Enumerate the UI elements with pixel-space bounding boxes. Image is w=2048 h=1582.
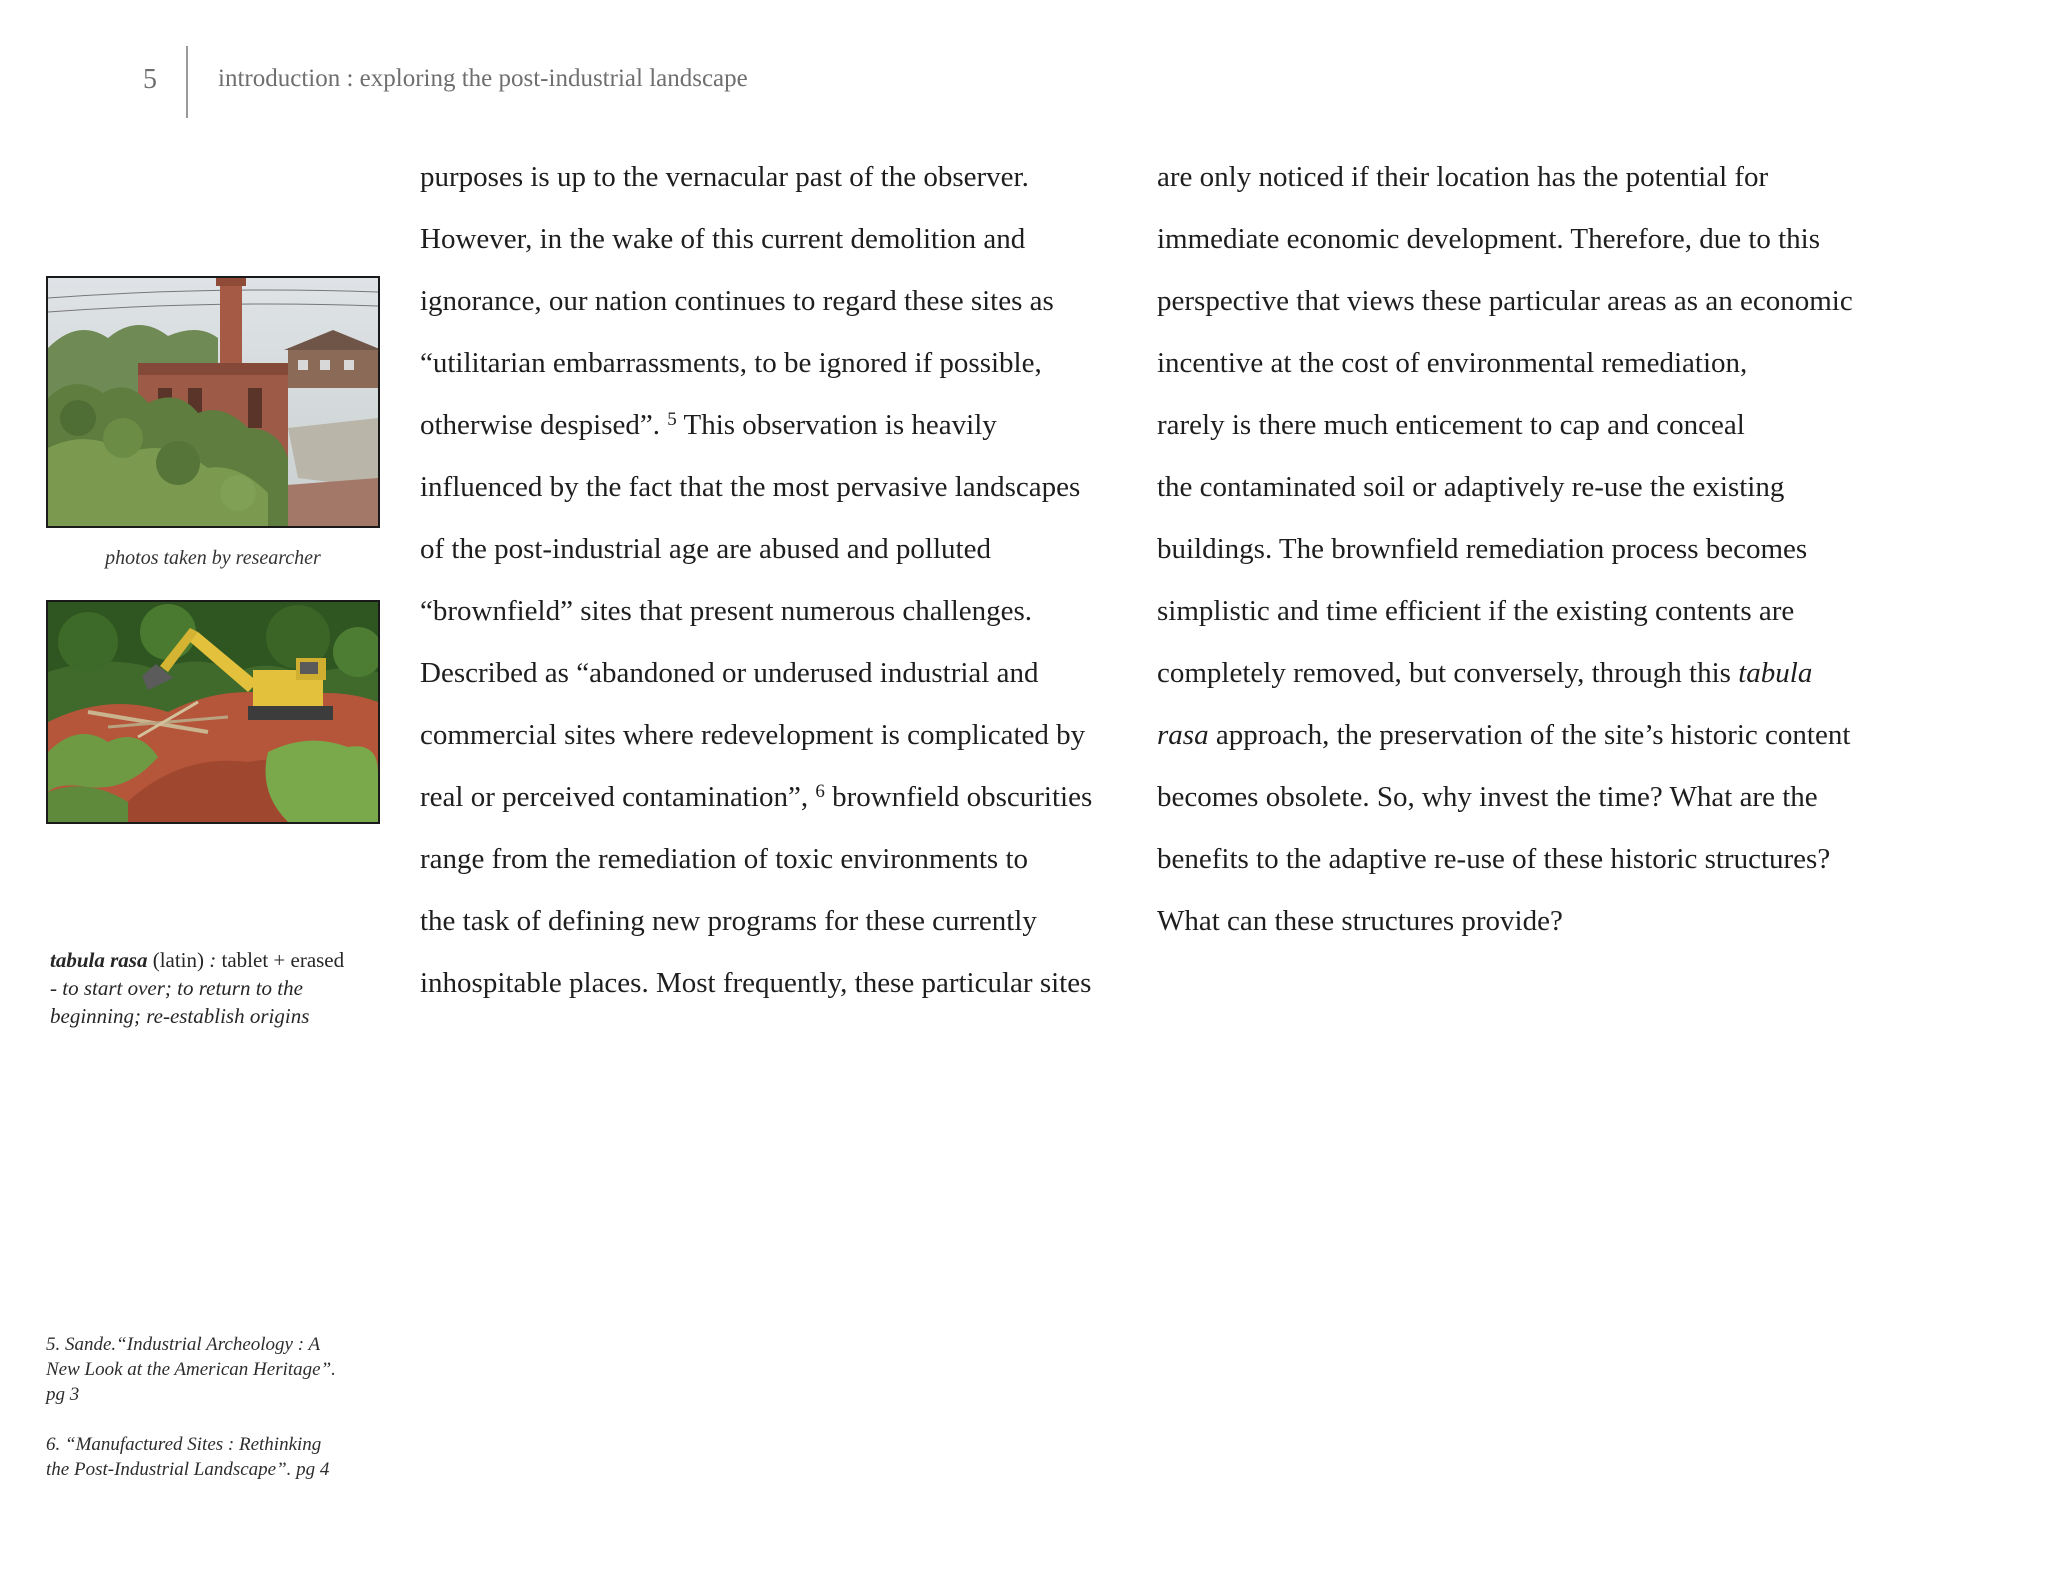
footnote-ref-6: 6 [815, 781, 825, 802]
body-line: commercial sites where redevelopment is complicated by [420, 719, 1086, 751]
definition-term: tabula rasa [50, 948, 148, 972]
body-line: Described as “abandoned or underused industrial and [420, 657, 1039, 689]
body-line-italic: tabula [1738, 657, 1813, 689]
definition-literal: tablet + erased [221, 948, 345, 972]
body-line: perspective that views these particular areas as an economic [1157, 285, 1853, 317]
body-line: becomes obsolete. So, why invest the time? What are the [1157, 781, 1818, 813]
body-line-text: This observation is heavily [676, 409, 997, 441]
footnote-6 [46, 1432, 376, 1482]
body-line: range from the remediation of toxic environments to [420, 843, 1029, 875]
footnote-6-line1: 6. “Manufactured Sites : Rethinking [46, 1434, 322, 1455]
body-line-text: brownfield obscurities [824, 781, 1093, 813]
body-line: ignorance, our nation continues to regard these sites as [420, 285, 1054, 317]
body-text-left-column [420, 146, 1092, 1014]
body-line [1157, 642, 1853, 704]
body-line [420, 766, 1092, 828]
body-line: simplistic and time efficient if the existing contents are [1157, 595, 1795, 627]
body-line: the contaminated soil or adaptively re-use the existing [1157, 471, 1785, 503]
tabula-rasa-definition [50, 946, 390, 1030]
excavator-site-photo [46, 600, 380, 824]
footnote-6-line2: the Post-Industrial Landscape”. pg 4 [46, 1459, 330, 1480]
body-line: rarely is there much enticement to cap and conceal [1157, 409, 1745, 441]
body-line-text: completely removed, but conversely, through this [1157, 657, 1739, 689]
page-header-title: introduction : exploring the post-industrial landscape [218, 65, 748, 92]
body-line [420, 394, 1092, 456]
definition-meaning-line1: - to start over; to return to the [50, 976, 303, 1000]
body-line: of the post-industrial age are abused and polluted [420, 533, 991, 565]
page-number: 5 [143, 64, 157, 95]
footnote-5-line1: 5. Sande.“Industrial Archeology : A [46, 1334, 321, 1355]
body-line: However, in the wake of this current demolition and [420, 223, 1026, 255]
body-line: are only noticed if their location has the potential for [1157, 161, 1769, 193]
body-line: buildings. The brownfield remediation process becomes [1157, 533, 1808, 565]
footnote-5 [46, 1332, 376, 1407]
body-line: “brownfield” sites that present numerous challenges. [420, 595, 1033, 627]
body-line: inhospitable places. Most frequently, these particular sites [420, 967, 1092, 999]
footnote-5-line2: New Look at the American Heritage”. [46, 1359, 336, 1380]
body-line-italic: rasa [1157, 719, 1209, 751]
body-line: incentive at the cost of environmental remediation, [1157, 347, 1748, 379]
definition-language: (latin) [152, 948, 205, 972]
definition-separator: : [209, 948, 217, 972]
body-line: benefits to the adaptive re-use of these historic structures? [1157, 843, 1831, 875]
definition-meaning-line2: beginning; re-establish origins [50, 1004, 310, 1028]
factory-ruins-photo [46, 276, 380, 528]
body-line [1157, 704, 1853, 766]
photo-caption: photos taken by researcher [105, 547, 321, 569]
body-line-text: approach, the preservation of the site’s historic content [1208, 719, 1851, 751]
body-line-text: otherwise despised”. [420, 409, 668, 441]
footnote-5-line3: pg 3 [46, 1384, 80, 1405]
body-line-text: real or perceived contamination”, [420, 781, 816, 813]
body-line: “utilitarian embarrassments, to be ignored if possible, [420, 347, 1042, 379]
body-line: influenced by the fact that the most pervasive landscapes [420, 471, 1081, 503]
body-line: the task of defining new programs for these currently [420, 905, 1037, 937]
body-line: What can these structures provide? [1157, 905, 1563, 937]
body-line: purposes is up to the vernacular past of the observer. [420, 161, 1029, 193]
body-text-right-column [1157, 146, 1853, 952]
footnote-ref-5: 5 [667, 409, 677, 430]
body-line: immediate economic development. Therefore, due to this [1157, 223, 1821, 255]
header-divider [186, 46, 188, 118]
